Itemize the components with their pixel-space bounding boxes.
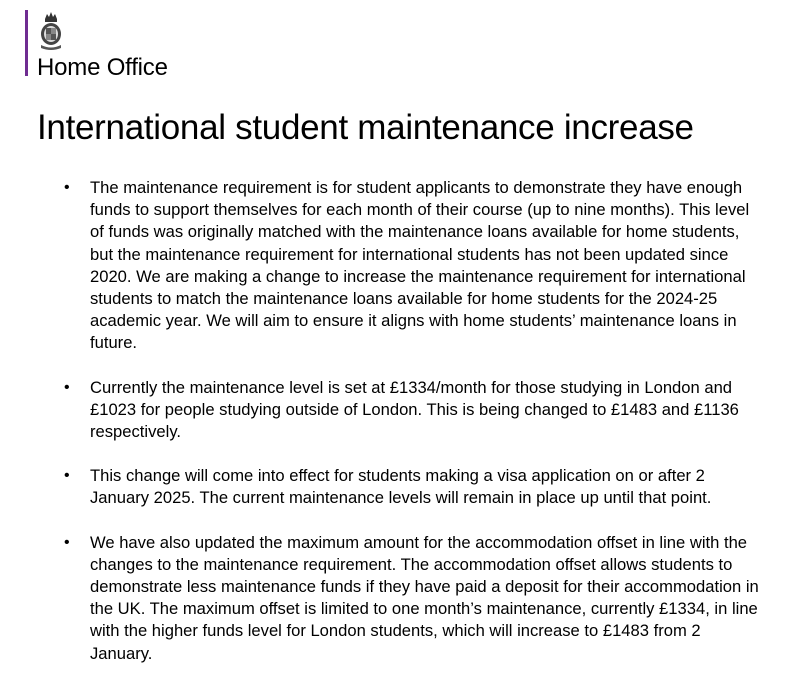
bullet-icon: •: [64, 533, 70, 551]
page-title: International student maintenance increase: [37, 108, 694, 147]
bullet-icon: •: [64, 467, 70, 485]
list-item: [0, 177, 786, 355]
bullet-list: [0, 177, 786, 687]
list-item-text: The maintenance requirement is for student applicants to demonstrate they have enough funds to support themselves for each month of their course (up to nine months). This level of funds was originally matched with the maintenance loans available for home students, but the maintenance requirement for international students has not been updated since 2020. We are making a change to increase the maintenance requirement for international students to match the maintenance loans available for home students for the 2024-25 academic year. We will aim to ensure it aligns with home students’ maintenance loans in future.: [90, 178, 750, 353]
list-item: [0, 377, 786, 444]
list-item-text: This change will come into effect for students making a visa application on or after 2 January 2025. The current maintenance levels will remain in place up until that point.: [90, 466, 712, 508]
bullet-icon: •: [64, 378, 70, 396]
org-name: Home Office: [37, 54, 168, 81]
list-item: [0, 465, 786, 509]
bullet-icon: •: [64, 179, 70, 196]
home-office-logo: [25, 10, 168, 81]
list-item-text: Currently the maintenance level is set at £1334/month for those studying in London and £1023 for people studying outside of London. This is being changed to £1483 and £1136 respectively.: [90, 377, 739, 442]
list-item-text: We have also updated the maximum amount for the accommodation offset in line with the changes to the maintenance requirement. The accommodation offset allows students to demonstrate less maintenance funds if they have paid a deposit for their accommodation in the UK. The maximum offset is limited to one month’s maintenance, currently £1334, in line with the higher funds level for London students, which will increase to £1483 from 2 January.: [90, 532, 759, 663]
royal-crest-icon: [38, 10, 64, 50]
list-item: [0, 532, 786, 665]
